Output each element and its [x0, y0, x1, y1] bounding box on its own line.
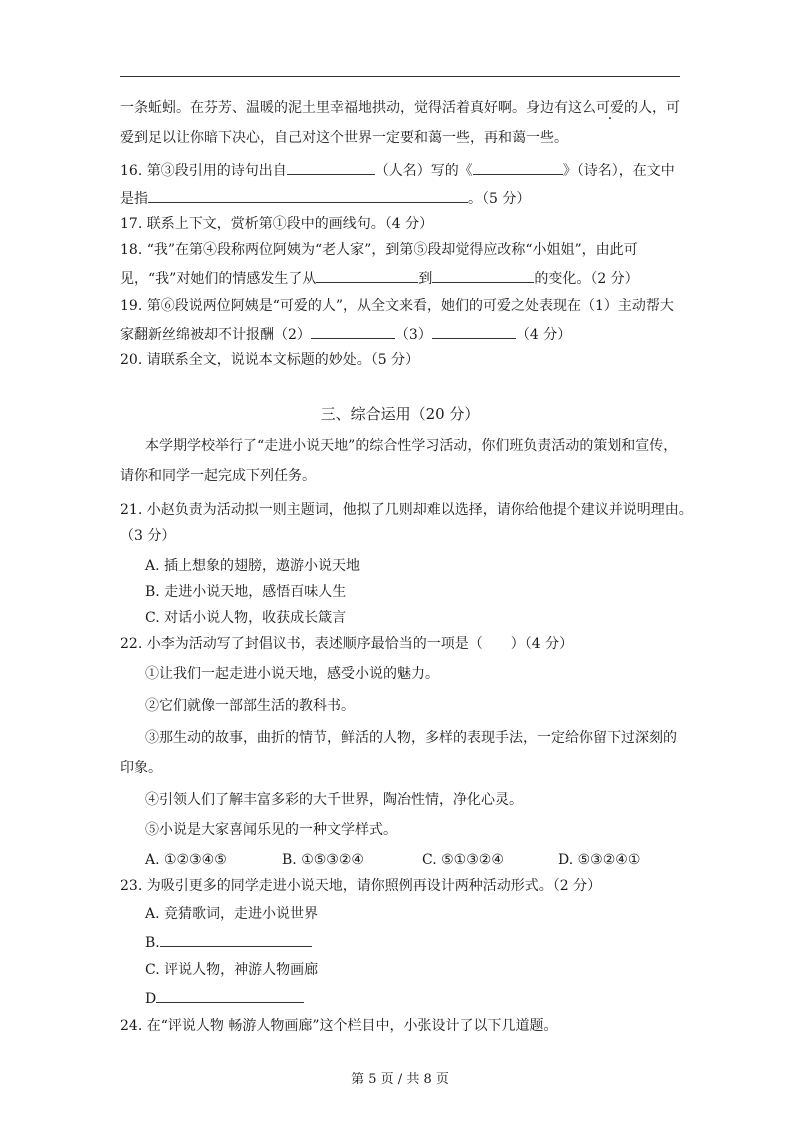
sentence-4: ④引领人们了解丰富多彩的大千世界，陶冶性情，净化心灵。 [145, 792, 523, 808]
answer-blank[interactable] [160, 932, 312, 947]
answer-blank[interactable] [473, 160, 563, 175]
answer-blank[interactable] [432, 268, 534, 283]
option-21-c: C. 对话小说人物，收获成长箴言 [145, 610, 347, 626]
option-22-a: A. ①②③④⑤ [145, 852, 227, 868]
answer-blank[interactable] [432, 324, 516, 339]
option-23-a: A. 竞猜歌词，走进小说世界 [145, 906, 319, 922]
question-19: 19. 第⑥段说两位阿姨是“可爱的人”，从全文来看，她们的可爱之处表现在（1）主动帮大 [120, 298, 674, 314]
sentence-1: ①让我们一起走进小说天地，感受小说的魅力。 [145, 666, 439, 682]
header-rule [120, 76, 680, 77]
option-22-c: C. ⑤①③②④ [422, 852, 504, 868]
question-18-line-2: 见，“我”对她们的情感发生了从 到 的变化。（2 分） [120, 268, 695, 289]
intro-line-1: 本学期学校举行了“走进小说天地”的综合性学习活动，你们班负责活动的策划和宣传， [145, 438, 678, 454]
question-24: 24. 在“评说人物 畅游人物画廊”这个栏目中，小张设计了以下几道题。 [120, 1018, 558, 1034]
passage-line-1: 一条蚯蚓。在芬芳、温暖的泥土里幸福地拱动，觉得活着真好啊。身边有这么可爱的人，可 [120, 100, 680, 116]
question-22: 22. 小李为活动写了封倡议书，表述顺序最恰当的一项是（ ）（4 分） [120, 636, 574, 652]
question-16-line-2: 是指 。（5 分） [120, 188, 695, 209]
question-21: 21. 小赵负责为活动拟一则主题词，他拟了几则却难以选择，请你给他提个建议并说明理由。 [120, 502, 693, 518]
question-16: 16. 第③段引用的诗句出自 （人名）写的《 》（诗名），在文中 [120, 160, 695, 181]
answer-blank[interactable] [287, 160, 375, 175]
answer-blank[interactable] [156, 988, 304, 1003]
question-20: 20. 请联系全文，说说本文标题的妙处。（5 分） [120, 352, 420, 368]
emphasis-dots-text: 可爱 [596, 100, 624, 116]
intro-line-2: 请你和同学一起完成下列任务。 [120, 468, 316, 484]
answer-blank[interactable] [311, 324, 395, 339]
page-footer: 第 5 页 / 共 8 页 [351, 1072, 449, 1087]
question-19-line-2: 家翻新丝绵被却不计报酬（2） （3） （4 分） [120, 324, 695, 345]
option-21-a: A. 插上想象的翅膀，遨游小说天地 [145, 558, 361, 574]
option-23-c: C. 评说人物，神游人物画廊 [145, 962, 319, 978]
sentence-3-cont: 印象。 [120, 760, 162, 776]
option-21-b: B. 走进小说天地，感悟百味人生 [145, 584, 347, 600]
option-22-b: B. ①⑤③②④ [282, 852, 364, 868]
answer-blank[interactable] [316, 268, 418, 283]
option-23-d: D [145, 988, 695, 1009]
option-22-d: D. ⑤③②④① [558, 852, 641, 868]
question-18: 18. “我”在第④段称两位阿姨为“老人家”，到第⑤段却觉得应改称“小姐姐”，由此可 [120, 242, 638, 258]
answer-blank[interactable] [148, 188, 468, 203]
question-17: 17. 联系上下文，赏析第①段中的画线句。（4 分） [120, 216, 434, 232]
sentence-3: ③那生动的故事，曲折的情节，鲜活的人物，多样的表现手法，一定给你留下过深刻的 [145, 730, 677, 746]
sentence-2: ②它们就像一部部生活的教科书。 [145, 698, 355, 714]
question-21-score: （3 分） [120, 528, 176, 544]
option-23-b: B. [145, 932, 695, 953]
sentence-5: ⑤小说是大家喜闻乐见的一种文学样式。 [145, 822, 397, 838]
section-title: 三、综合运用（20 分） [320, 405, 480, 423]
passage-line-2: 爱到足以让你暗下决心，自己对这个世界一定要和蔼一些，再和蔼一些。 [120, 130, 568, 146]
question-23: 23. 为吸引更多的同学走进小说天地，请你照例再设计两种活动形式。（2 分） [120, 878, 602, 894]
